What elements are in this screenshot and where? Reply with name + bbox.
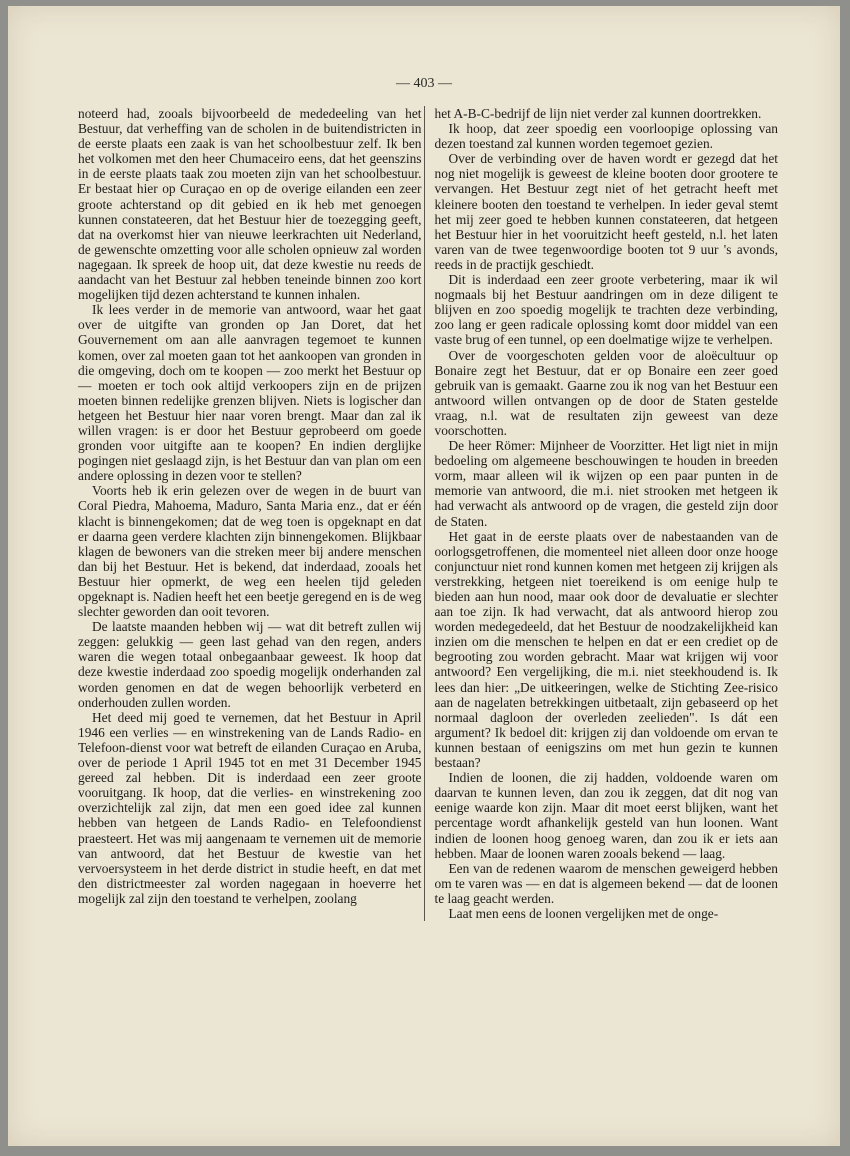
page-number: — 403 — bbox=[396, 76, 452, 91]
paragraph: De laatste maanden hebben wij — wat dit betreft zullen wij zeggen: gelukkig — geen last gehad van den regen, anders waren die wegen totaal onbegaanbaar geweest. Ik hoop dat deze kwestie inderdaad zoo spoedig mogelijk onderhanden zal worden genomen en dat de wegen behoorlijk verbeterd en onderhouden zullen worden. bbox=[78, 619, 422, 710]
paragraph: Het deed mij goed te vernemen, dat het Bestuur in April 1946 een verlies — en winstrekening van de Lands Radio- en Telefoon-dienst voor wat betreft de eilanden Curaçao en Aruba, over de periode 1 April 1945 tot en met 31 December 1945 gereed zal hebben. Dit is inderdaad een zeer groote vooruitgang. Ik hoop, dat die verlies- en winstrekening zoo overzichtelijk zal zijn, dat men een goed idee zal kunnen hebben van hetgeen de Lands Radio- en Telefoondienst praesteert. Het was mij aangenaam te vernemen uit de memorie van antwoord, dat het Bestuur de kwestie van het vervoersysteem in het derde district in studie heeft, en dat met den districtmeester zal worden nagegaan in hoeverre het mogelijk zal zijn den toestand te verhelpen, zoolang bbox=[78, 709, 422, 906]
paragraph: Laat men eens de loonen vergelijken met de onge- bbox=[448, 905, 719, 921]
paragraph: Ik hoop, dat zeer spoedig een voorloopige oplossing van dezen toestand zal kunnen worden tegemoet gezien. bbox=[434, 121, 778, 152]
paragraph: Een van de redenen waarom de menschen geweigerd hebben om te varen was — en dat is algemeen bekend — dat de loonen te laag geacht werden. bbox=[434, 860, 778, 906]
paragraph: Over de voorgeschoten gelden voor de aloëcultuur op Bonaire zegt het Bestuur, dat er op Bonaire een zeer goed gebruik van is gemaakt. Gaarne zou ik nog van het Bestuur een antwoord willen ontvangen op de door de Staten gestelde vraag, n.l. wat de resultaten zijn geweest van deze voorschotten. bbox=[434, 347, 778, 438]
paragraph: De heer Römer: Mijnheer de Voorzitter. Het ligt niet in mijn bedoeling om algemeene beschouwingen te houden in breeden vorm, maar alleen wil ik wijzen op een paar punten in de memorie van antwoord, die m.i. niet strooken met hetgeen ik had verwacht als antwoord op de vragen, die gesteld zijn door de Staten. bbox=[434, 438, 778, 529]
paragraph: Voorts heb ik erin gelezen over de wegen in de buurt van Coral Piedra, Mahoema, Maduro, Santa Maria enz., dat er één klacht is binnengekomen; dat de weg toen is opgeknapt en dat er daarna geen verdere klachten zijn binnengekomen. Blijkbaar klagen de bewoners van die streken meer bij andere menschen dan bij het Bestuur. Het is bekend, dat inderdaad, zooals het Bestuur hier opmerkt, de weg een heelen tijd geleden opgeknapt is. Nadien heeft het een beetje geregend en is de weg slechter geworden dan ooit tevoren. bbox=[78, 483, 422, 620]
document-page bbox=[8, 6, 840, 1146]
paragraph: Over de verbinding over de haven wordt er gezegd dat het nog niet mogelijk is geweest de kleine booten door grootere te vervangen. Het Bestuur zegt niet of het getracht heeft met kleinere booten den toestand te verhelpen. In ieder geval stemt het mij zeer goed te hebben kunnen constateeren, dat hetgeen het Bestuur hier in het vooruitzicht heeft gesteld, n.l. het laten varen van de twee tegenwoordige booten tot 9 uur 's avonds, reeds in de practijk geschiedt. bbox=[434, 151, 778, 272]
left-column bbox=[78, 106, 425, 921]
right-column bbox=[435, 106, 779, 921]
paragraph: Indien de loonen, die zij hadden, voldoende waren om daarvan te kunnen leven, dan zou ik zeggen, dat dit nog van eenige waarde kon zijn. Maar dit moet eerst blijken, want het percentage wordt afhankelijk gesteld van hun loonen. Want indien de loonen hoog genoeg waren, dan zou ik er iets aan hebben. Maar de loonen waren zooals bekend — laag. bbox=[434, 770, 778, 861]
paragraph: het A-B-C-bedrijf de lijn niet verder zal kunnen doortrekken. bbox=[434, 106, 762, 121]
paragraph: Dit is inderdaad een zeer groote verbetering, maar ik wil nogmaals bij het Bestuur aandringen om in deze diligent te blijven en zoo spoedig mogelijk te trachten deze verbinding, zoo lang er geen radicale oplossing komt door middel van een vaste brug of een tunnel, op een doelmatige wijze te verhelpen. bbox=[434, 272, 778, 348]
paragraph: Ik lees verder in de memorie van antwoord, waar het gaat over de uitgifte van gronden op Jan Doret, dat het Gouvernement om aan alle aanvragen tegemoet te kunnen komen, over zal moeten gaan tot het aankoopen van gronden in die omgeving, doch om te koopen — zoo merkt het Bestuur op — moeten er toch ook altijd verkoopers zijn en de prijzen moeten binnen redelijke grenzen blijven. Niets is logischer dan hetgeen het Bestuur hier naar voren brengt. Maar dan zal ik willen vragen: is er door het Bestuur geprobeerd om goede gronden voor uitgifte aan te koopen? En indien derglijke pogingen niet geslaagd zijn, is het Bestuur dan van plan om een andere oplossing in dezen voor te stellen? bbox=[78, 302, 422, 484]
paragraph: noteerd had, zooals bijvoorbeeld de mededeeling van het Bestuur, dat verheffing van de scholen in de buitendistricten in de eerste plaats een zaak is van het schoolbestuur zelf. Ik ben het volkomen met den heer Chumaceiro eens, dat het geenszins in de eerste plaats taak zou moeten zijn van het schoolbestuur. Er bestaat hier op Curaçao en op de overige eilanden een zeer groote achterstand op dit gebied en ik heb met genoegen kunnen constateeren, dat het Bestuur hier de toezegging geeft, dat na overkomst hier van nieuwe leerkrachten uit Nederland, de gewenschte omzetting voor alle scholen opnieuw zal worden nagegaan. Ik spreek de hoop uit, dat deze kwestie nu reeds de aandacht van het Bestuur zal hebben teneinde binnen zoo kort mogelijken tijd dezen achterstand te kunnen inhalen. bbox=[78, 106, 422, 303]
text-columns bbox=[78, 106, 778, 921]
paragraph: Het gaat in de eerste plaats over de nabestaanden van de oorlogsgetroffenen, die momenteel niet alleen door onze hooge conjunctuur niet rond kunnen komen met hetgeen zij krijgen als verstrekking, hetgeen niet toereikend is om eenige hulp te bieden aan hun nood, maar ook door de devaluatie er slechter aan toe zijn. Ik had verwacht, dat als antwoord hierop zou worden medegedeeld, dat het Bestuur de noodzakelijkheid kan inzien om die menschen te helpen en dat er een crediet op de begrooting zou worden gebracht. Maar wat krijgen wij voor antwoord? Een vergelijking, die m.i. niet steekhoudend is. Ik lees dan hier: „De uitkeeringen, welke de Stichting Zee-risico aan de nagelaten betrekkingen uitbetaalt, zijn gebaseerd op het normaal dagloon der overleden zeelieden". Is dát een argument? Ik bedoel dit: krijgen zij dan voldoende om ervan te kunnen bestaan of eenigszins om met hun gezin te kunnen bestaan? bbox=[434, 528, 778, 771]
